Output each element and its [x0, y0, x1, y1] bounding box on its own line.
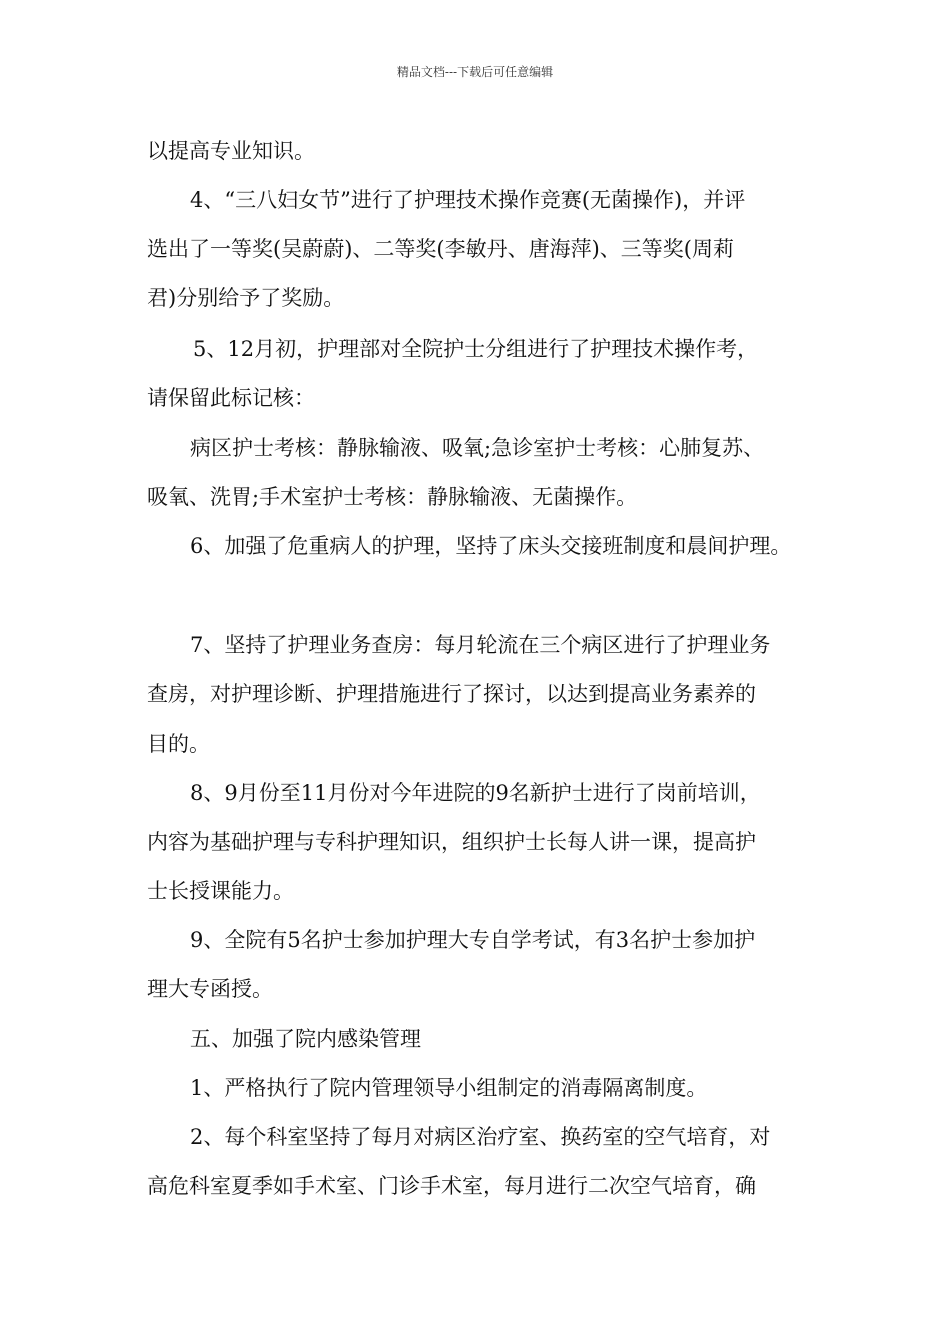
text-line: 5、12月初，护理部对全院护士分组进行了护理技术操作考， — [193, 337, 759, 361]
text-line: 吸氧、洗胃;手术室护士考核：静脉输液、无菌操作。 — [147, 485, 638, 509]
text-line: 6、加强了危重病人的护理，坚持了床头交接班制度和晨间护理。 — [190, 534, 792, 558]
text-line: 8、9月份至11月份对今年进院的9名新护士进行了岗前培训， — [190, 781, 761, 805]
text-line: 请保留此标记核： — [147, 386, 315, 410]
text-line: 君)分别给予了奖励。 — [147, 286, 345, 310]
text-line: 1、严格执行了院内管理领导小组制定的消毒隔离制度。 — [190, 1076, 708, 1100]
text-line: 2、每个科室坚持了每月对病区治疗室、换药室的空气培育，对 — [190, 1125, 771, 1149]
text-line: 士长授课能力。 — [147, 879, 294, 903]
text-line: 7、坚持了护理业务查房：每月轮流在三个病区进行了护理业务 — [190, 633, 771, 657]
text-line: 高危科室夏季如手术室、门诊手术室，每月进行二次空气培育，确 — [147, 1174, 756, 1198]
text-line: 选出了一等奖(吴蔚蔚)、二等奖(李敏丹、唐海萍)、三等奖(周莉 — [147, 237, 734, 261]
text-line: 4、“三八妇女节”进行了护理技术操作竞赛(无菌操作)，并评 — [190, 188, 746, 212]
text-line: 理大专函授。 — [147, 977, 273, 1001]
text-line: 内容为基础护理与专科护理知识，组织护士长每人讲一课，提高护 — [147, 830, 756, 854]
text-line: 病区护士考核：静脉输液、吸氧;急诊室护士考核：心肺复苏、 — [190, 436, 765, 460]
section-heading: 五、加强了院内感染管理 — [190, 1027, 421, 1051]
text-line: 查房，对护理诊断、护理措施进行了探讨，以达到提高业务素养的 — [147, 682, 756, 706]
text-line: 目的。 — [147, 732, 210, 756]
page-header: 精品文档---下载后可任意编辑 — [396, 65, 554, 79]
text-line: 以提高专业知识。 — [147, 139, 315, 163]
text-line: 9、全院有5名护士参加护理大专自学考试，有3名护士参加护 — [190, 928, 756, 952]
